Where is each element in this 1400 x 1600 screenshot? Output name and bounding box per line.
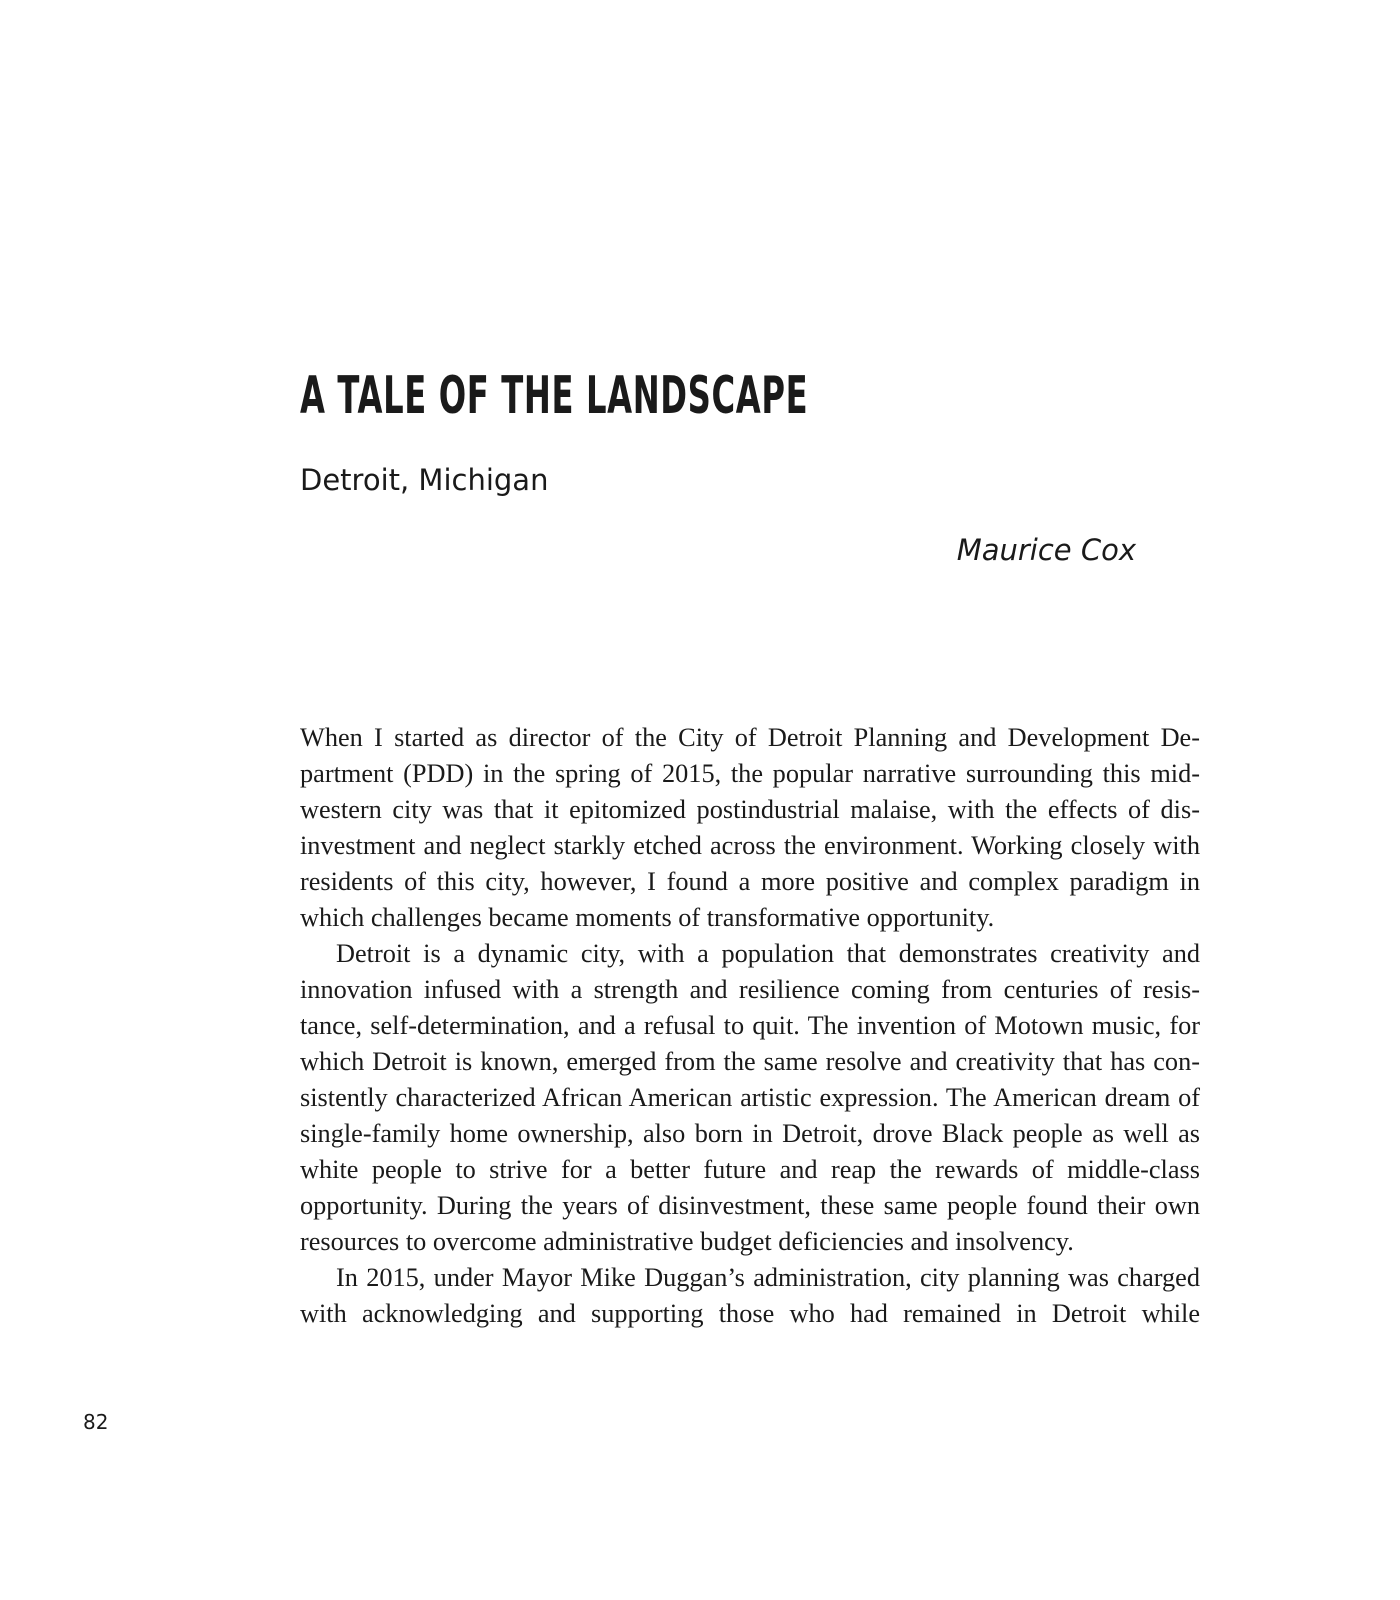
paragraph: When I started as director of the City of Detroit Planning and Development Department (PDD) in the spring of 2015, the popular narrative surrounding this midwestern city was that it epitomized postindustrial malaise, with the effects of disinvestment and neglect starkly etched across the environment. Working closely with residents of this city, however, I found a more positive and complex paradigm in which challenges became moments of transformative opportunity. [300,723,1200,932]
chapter-subtitle: Detroit, Michigan [300,463,549,497]
page-number: 82 [83,1410,109,1434]
chapter-title: A TALE OF THE LANDSCAPE [300,366,809,426]
body-text [300,720,1200,1332]
paragraph: In 2015, under Mayor Mike Duggan’s administration, city planning was charged with acknowledging and supporting those who had remained in Detroit while [300,1263,1200,1328]
author-name: Maurice Cox [956,533,1136,567]
paragraph: Detroit is a dynamic city, with a population that demonstrates creativity and innovation infused with a strength and resilience coming from centuries of resistance, self-determination, and a refusal to quit. The invention of Motown music, for which Detroit is known, emerged from the same resolve and creativity that has consistently characterized African American artistic expression. The American dream of single-family home ownership, also born in Detroit, drove Black people as well as white people to strive for a better future and reap the rewards of middle-class opportunity. During the years of disinvestment, these same people found their own resources to overcome administrative budget deficiencies and insolvency. [300,939,1200,1256]
